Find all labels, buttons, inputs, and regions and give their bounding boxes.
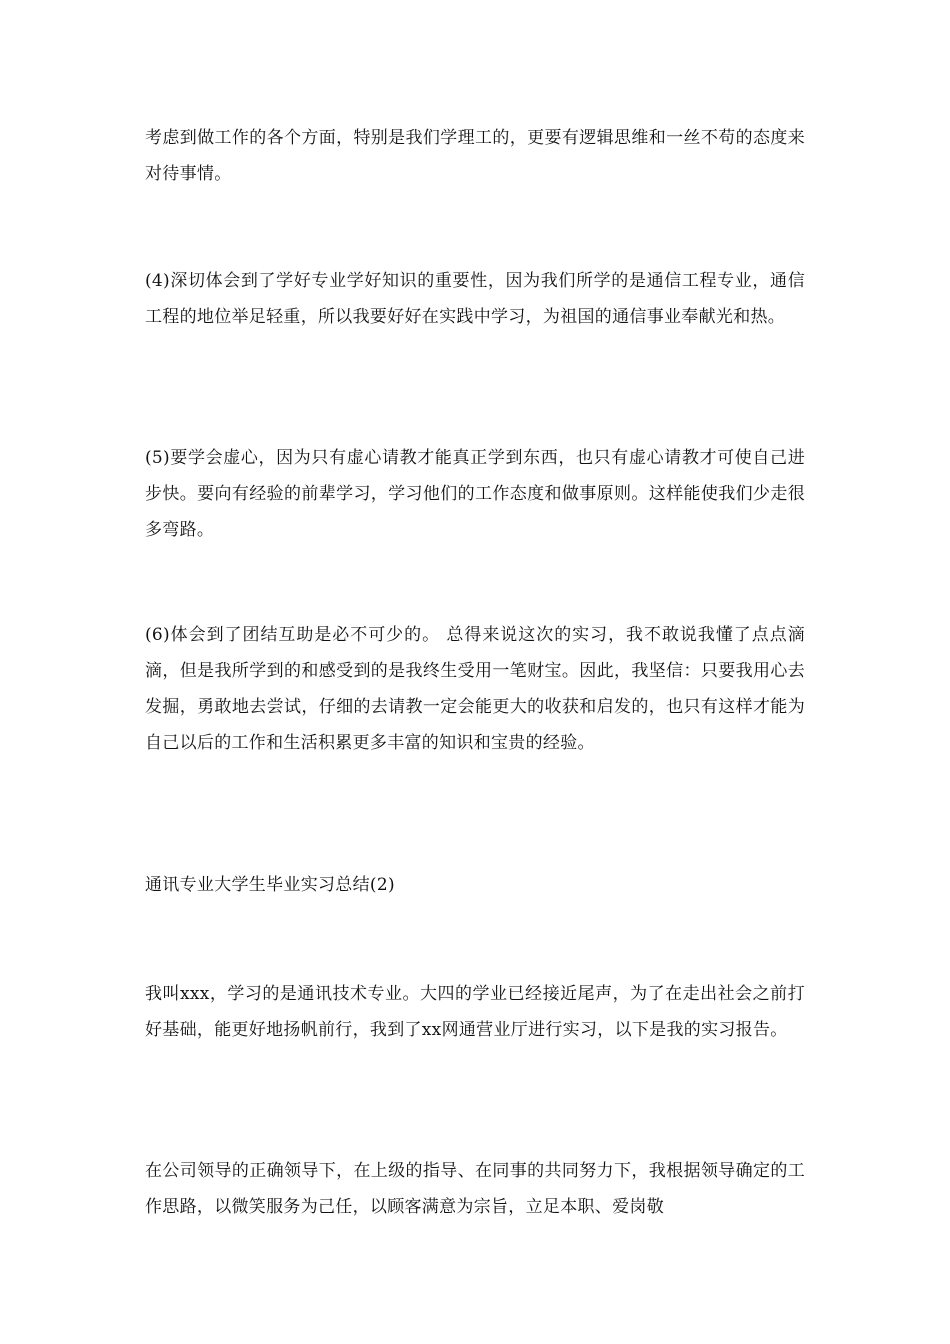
- paragraph-item-6: (6)体会到了团结互助是必不可少的。 总得来说这次的实习，我不敢说我懂了点点滴滴，但是我所学到的和感受到的是我终生受用一笔财宝。因此，我坚信：只要我用心去发掘，勇敢地去尝试，仔细的去请教一定会能更大的收获和启发的，也只有这样才能为自己以后的工作和生活积累更多丰富的知识和宝贵的经验。: [145, 625, 805, 753]
- paragraph-item-5: (5)要学会虚心，因为只有虚心请教才能真正学到东西，也只有虚心请教才可使自己进步快。要向有经验的前辈学习，学习他们的工作态度和做事原则。这样能使我们少走很多弯路。: [145, 448, 805, 540]
- paragraph-continuation: 考虑到做工作的各个方面，特别是我们学理工的，更要有逻辑思维和一丝不苟的态度来对待事情。: [145, 128, 805, 184]
- paragraph-item-4: (4)深切体会到了学好专业学好知识的重要性，因为我们所学的是通信工程专业，通信工程的地位举足轻重，所以我要好好在实践中学习，为祖国的通信事业奉献光和热。: [145, 271, 805, 327]
- paragraph-introduction: 我叫xxx，学习的是通讯技术专业。大四的学业已经接近尾声，为了在走出社会之前打好基础，能更好地扬帆前行，我到了xx网通营业厅进行实习，以下是我的实习报告。: [145, 984, 805, 1040]
- section-heading: 通讯专业大学生毕业实习总结(2): [145, 875, 395, 895]
- paragraph-work-summary: 在公司领导的正确领导下，在上级的指导、在同事的共同努力下，我根据领导确定的工作思路，以微笑服务为己任，以顾客满意为宗旨，立足本职、爱岗敬: [145, 1161, 805, 1217]
